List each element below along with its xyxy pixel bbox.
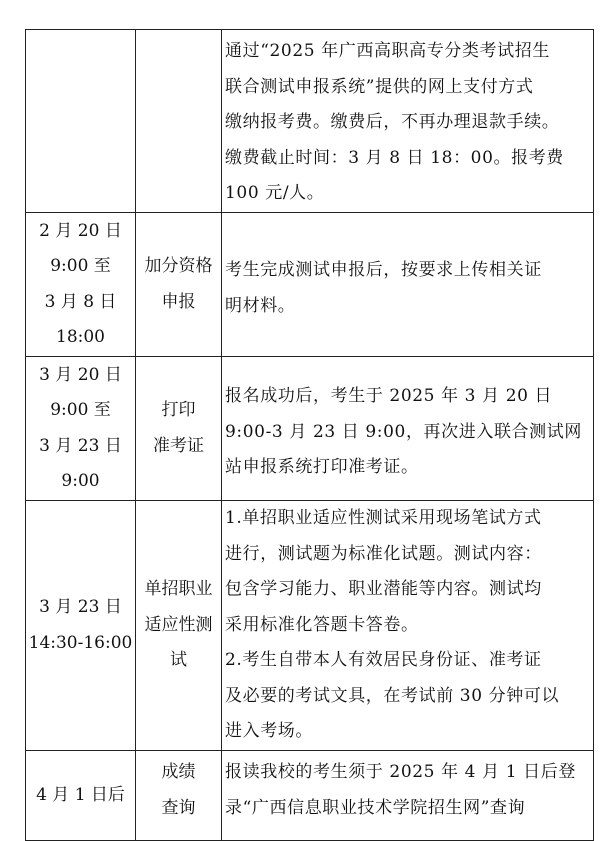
description-line: 站申报系统打印准考证。 (225, 457, 419, 477)
stage-line: 试 (170, 650, 187, 671)
schedule-table (25, 29, 594, 841)
table-row (26, 213, 594, 357)
description-line: 包含学习能力、职业潜能等内容。测试均 (225, 579, 542, 600)
description-line: 采用标准化答题卡答卷。 (225, 614, 419, 635)
time-line: 3 月 8 日 (44, 291, 117, 312)
stage-line: 加分资格 (144, 256, 213, 276)
stage-line: 申报 (161, 291, 196, 312)
description-line: 通过“2025 年广西高职高专分类考试招生 (225, 41, 550, 61)
description-line: 及必要的考试文具，在考试前 30 分钟可以 (225, 685, 560, 706)
time-line: 18:00 (56, 327, 105, 347)
description-line: 进行，测试题为标准化试题。测试内容： (225, 543, 542, 564)
description-cell (222, 751, 594, 841)
description-line: 100 元/人。 (225, 183, 325, 203)
time-cell (26, 751, 136, 841)
description-cell (222, 213, 594, 357)
stage-cell (136, 213, 222, 357)
description-line: 缴纳报考费。缴费后，不再办理退款手续。 (225, 112, 560, 132)
table-row (26, 501, 594, 751)
stage-line: 准考证 (153, 435, 204, 456)
table-row (26, 30, 594, 213)
stage-line: 成绩 (161, 762, 196, 782)
stage-line: 打印 (161, 400, 196, 420)
time-cell (26, 501, 136, 751)
description-line: 联合测试申报系统”提供的网上支付方式 (225, 76, 534, 97)
stage-cell (136, 357, 222, 501)
stage-cell (136, 501, 222, 751)
time-line: 2 月 20 日 (39, 220, 122, 241)
table-row (26, 357, 594, 501)
description-line: 2.考生自带本人有效居民身份证、准考证 (225, 650, 542, 671)
table-row (26, 751, 594, 841)
description-line: 报读我校的考生须于 2025 年 4 月 1 日后登 (225, 762, 576, 782)
time-line: 3 月 23 日 (39, 435, 122, 456)
time-line: 4 月 1 日后 (36, 784, 125, 805)
description-line: 9:00-3 月 23 日 9:00，再次进入联合测试网 (225, 421, 582, 442)
time-cell (26, 357, 136, 501)
time-line: 3 月 23 日 (39, 597, 122, 617)
time-line: 14:30-16:00 (28, 632, 133, 653)
description-cell (222, 30, 594, 213)
time-cell (26, 213, 136, 357)
time-line: 3 月 20 日 (39, 364, 122, 385)
description-line: 缴费截止时间：3 月 8 日 18：00。报考费 (225, 147, 564, 168)
stage-cell (136, 30, 222, 213)
description-cell (222, 357, 594, 501)
description-cell (222, 501, 594, 751)
time-line: 9:00 至 (50, 256, 111, 276)
time-cell (26, 30, 136, 213)
description-line: 录“广西信息职业技术学院招生网”查询 (225, 797, 526, 818)
description-line: 考生完成测试申报后，按要求上传相关证 (225, 260, 542, 280)
description-line: 报名成功后，考生于 2025 年 3 月 20 日 (225, 386, 553, 406)
description-line: 明材料。 (225, 295, 296, 316)
description-line: 1.单招职业适应性测试采用现场笔试方式 (225, 508, 542, 529)
stage-line: 查询 (161, 797, 196, 818)
stage-line: 单招职业 (144, 579, 213, 600)
stage-line: 适应性测 (144, 614, 213, 635)
time-line: 9:00 (61, 471, 100, 491)
description-line: 进入考场。 (225, 721, 313, 742)
time-line: 9:00 至 (50, 400, 111, 420)
stage-cell (136, 751, 222, 841)
